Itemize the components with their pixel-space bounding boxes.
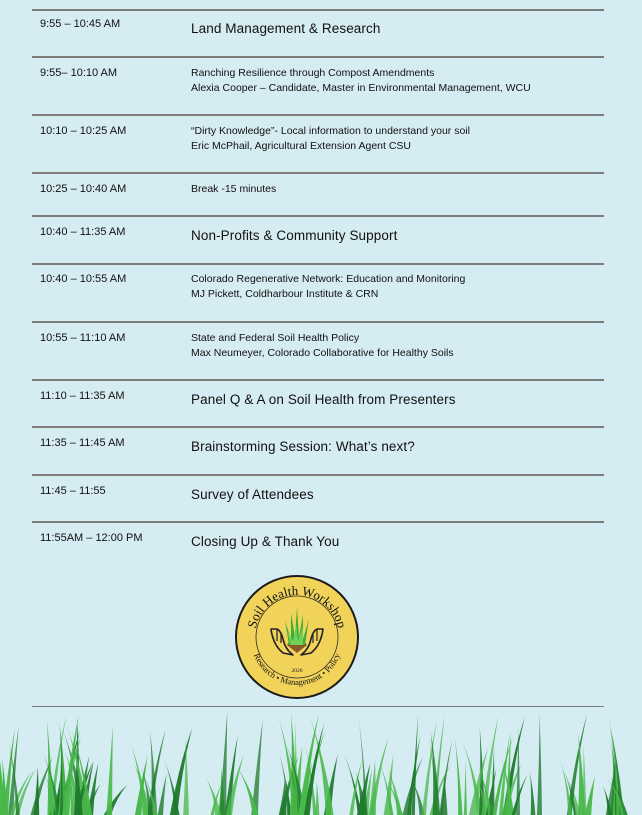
grass-blade bbox=[585, 776, 595, 815]
section-title: Closing Up & Thank You bbox=[191, 534, 340, 549]
session-presenter: Alexia Cooper – Candidate, Master in Environmental Management, WCU bbox=[191, 82, 531, 94]
grass-blade bbox=[158, 774, 167, 815]
session-title: Colorado Regenerative Network: Education and Monitoring bbox=[191, 273, 466, 285]
grass-blade bbox=[440, 775, 447, 815]
grass-blade bbox=[315, 781, 319, 815]
logo-year: 2020 bbox=[291, 668, 303, 674]
session-title: Break -15 minutes bbox=[191, 183, 277, 195]
divider bbox=[32, 474, 604, 476]
logo-bottom-text: Research • Management • Policy bbox=[251, 651, 343, 688]
time-label: 10:40 – 10:55 AM bbox=[40, 273, 127, 285]
divider bbox=[32, 263, 604, 265]
grass-blade bbox=[226, 755, 244, 815]
divider bbox=[32, 379, 604, 381]
time-label: 11:10 – 11:35 AM bbox=[40, 390, 125, 402]
session-title: State and Federal Soil Health Policy bbox=[191, 332, 360, 344]
time-label: 11:35 – 11:45 AM bbox=[40, 437, 125, 449]
session-title: Ranching Resilience through Compost Amendments bbox=[191, 67, 435, 79]
divider bbox=[32, 426, 604, 428]
divider bbox=[32, 114, 604, 116]
time-label: 9:55 – 10:45 AM bbox=[40, 18, 121, 30]
grass-blade bbox=[411, 715, 418, 815]
grass-blade bbox=[106, 725, 113, 815]
logo-top-text: Soil Health Workshop bbox=[244, 582, 350, 630]
session-presenter: Eric McPhail, Agricultural Extension Agent CSU bbox=[191, 140, 412, 152]
grass-blade bbox=[170, 728, 192, 815]
section-title: Land Management & Research bbox=[191, 21, 381, 36]
grass-blade bbox=[429, 764, 450, 815]
grass-blade bbox=[560, 759, 572, 815]
time-label: 10:25 – 10:40 AM bbox=[40, 183, 127, 195]
time-label: 11:45 – 11:55 bbox=[40, 485, 106, 497]
grass-blade bbox=[537, 713, 542, 815]
session-presenter: Max Neumeyer, Colorado Collaborative for Healthy Soils bbox=[191, 347, 454, 359]
grass-decoration bbox=[0, 712, 642, 815]
divider bbox=[32, 521, 604, 523]
divider bbox=[32, 172, 604, 174]
workshop-logo bbox=[233, 573, 361, 701]
section-title: Non-Profits & Community Support bbox=[191, 228, 398, 243]
time-label: 9:55– 10:10 AM bbox=[40, 67, 118, 79]
divider bbox=[32, 321, 604, 323]
grass-blade bbox=[183, 739, 189, 815]
grass-blade bbox=[455, 737, 463, 815]
divider bbox=[32, 56, 604, 58]
session-title: “Dirty Knowledge”- Local information to understand your soil bbox=[191, 125, 470, 137]
section-title: Panel Q & A on Soil Health from Presenters bbox=[191, 392, 456, 407]
session-presenter: MJ Pickett, Coldharbour Institute & CRN bbox=[191, 288, 379, 300]
grass-blade bbox=[34, 766, 39, 815]
grass-blade bbox=[464, 761, 467, 815]
section-title: Survey of Attendees bbox=[191, 487, 314, 502]
divider bbox=[32, 706, 604, 707]
time-label: 10:40 – 11:35 AM bbox=[40, 226, 126, 238]
divider bbox=[32, 9, 604, 11]
grass-blade bbox=[530, 772, 536, 815]
section-title: Brainstorming Session: What’s next? bbox=[191, 439, 415, 454]
time-label: 10:55 – 11:10 AM bbox=[40, 332, 126, 344]
time-label: 11:55AM – 12:00 PM bbox=[40, 532, 143, 544]
divider bbox=[32, 215, 604, 217]
time-label: 10:10 – 10:25 AM bbox=[40, 125, 127, 137]
